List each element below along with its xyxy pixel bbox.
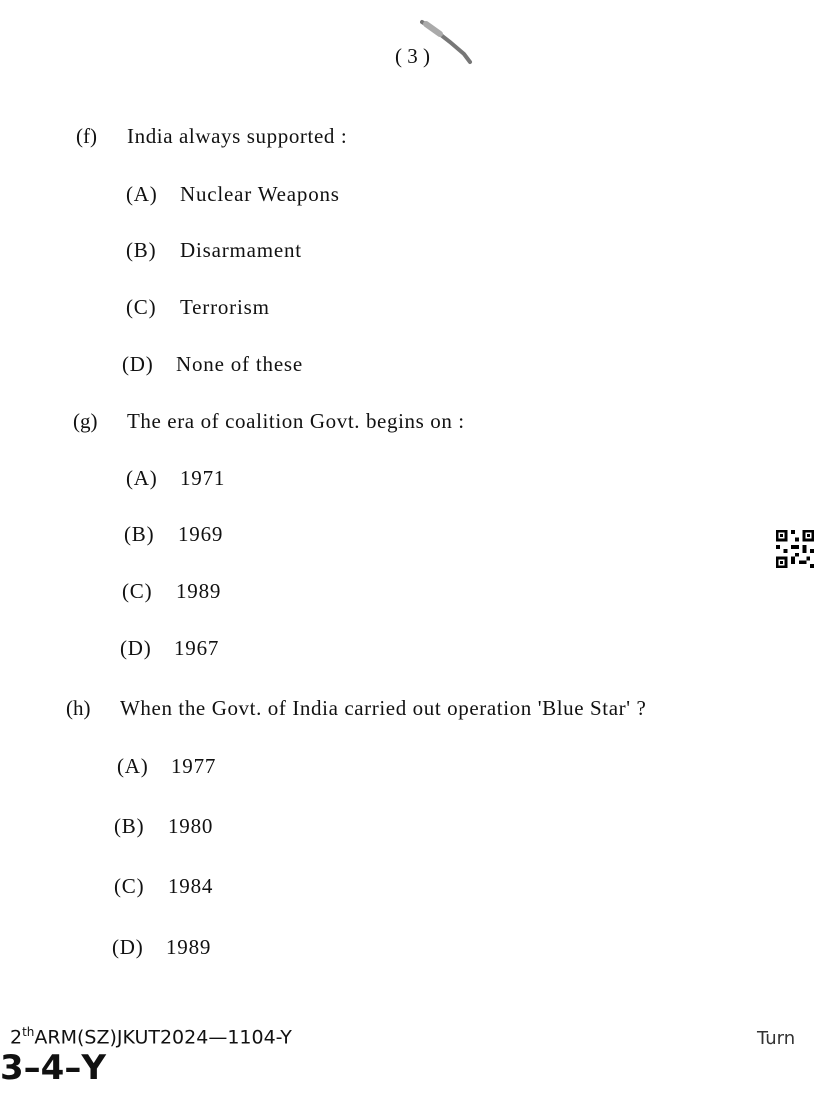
option <box>126 182 340 207</box>
option <box>114 814 213 839</box>
option-text: 1984 <box>168 874 214 898</box>
option-text: 1967 <box>174 636 220 660</box>
option <box>126 295 270 320</box>
turn-over-text: Turn <box>757 1028 796 1049</box>
option-letter: (A) <box>126 466 158 490</box>
question-text: When the Govt. of India carried out operation 'Blue Star' ? <box>120 696 647 720</box>
page-number: ( 3 ) <box>395 44 430 68</box>
option-text: 1969 <box>178 522 224 546</box>
option <box>122 579 221 604</box>
question-label: (f) <box>76 124 97 148</box>
qr-code-icon <box>776 530 814 568</box>
option <box>112 935 211 960</box>
option-letter: (D) <box>122 352 154 376</box>
paper-code-prefix: 2 <box>10 1026 23 1049</box>
option-letter: (B) <box>126 238 157 262</box>
option-letter: (C) <box>114 874 145 898</box>
question-text: The era of coalition Govt. begins on : <box>127 409 465 433</box>
option-letter: (B) <box>114 814 145 838</box>
option-text: 1977 <box>171 754 217 778</box>
option-letter: (D) <box>112 935 144 959</box>
paper-code-rest: ARM(SZ)JKUT2024—1104-Y <box>34 1026 292 1049</box>
pen-mark <box>420 18 478 68</box>
paper-code <box>10 1025 292 1048</box>
question-text: India always supported : <box>127 124 348 148</box>
option <box>126 466 225 491</box>
option-text: 1989 <box>176 579 222 603</box>
option <box>126 238 302 263</box>
option-text: 1989 <box>166 935 212 959</box>
option <box>124 522 223 547</box>
option-text: Nuclear Weapons <box>180 182 340 206</box>
option-text: Terrorism <box>180 295 270 319</box>
question-label: (h) <box>66 696 91 720</box>
option-letter: (C) <box>126 295 157 319</box>
option <box>122 352 303 377</box>
option <box>117 754 216 779</box>
option-letter: (A) <box>126 182 158 206</box>
option-letter: (B) <box>124 522 155 546</box>
option-letter: (A) <box>117 754 149 778</box>
option-text: Disarmament <box>180 238 302 262</box>
option-text: 1971 <box>180 466 226 490</box>
option-letter: (C) <box>122 579 153 603</box>
option-letter: (D) <box>120 636 152 660</box>
option <box>114 874 213 899</box>
question-label: (g) <box>73 409 98 433</box>
option-text: None of these <box>176 352 304 376</box>
paper-code-sup: th <box>22 1025 35 1039</box>
paper-set-code: 3–4–Y <box>0 1048 106 1088</box>
option <box>120 636 219 661</box>
option-text: 1980 <box>168 814 214 838</box>
